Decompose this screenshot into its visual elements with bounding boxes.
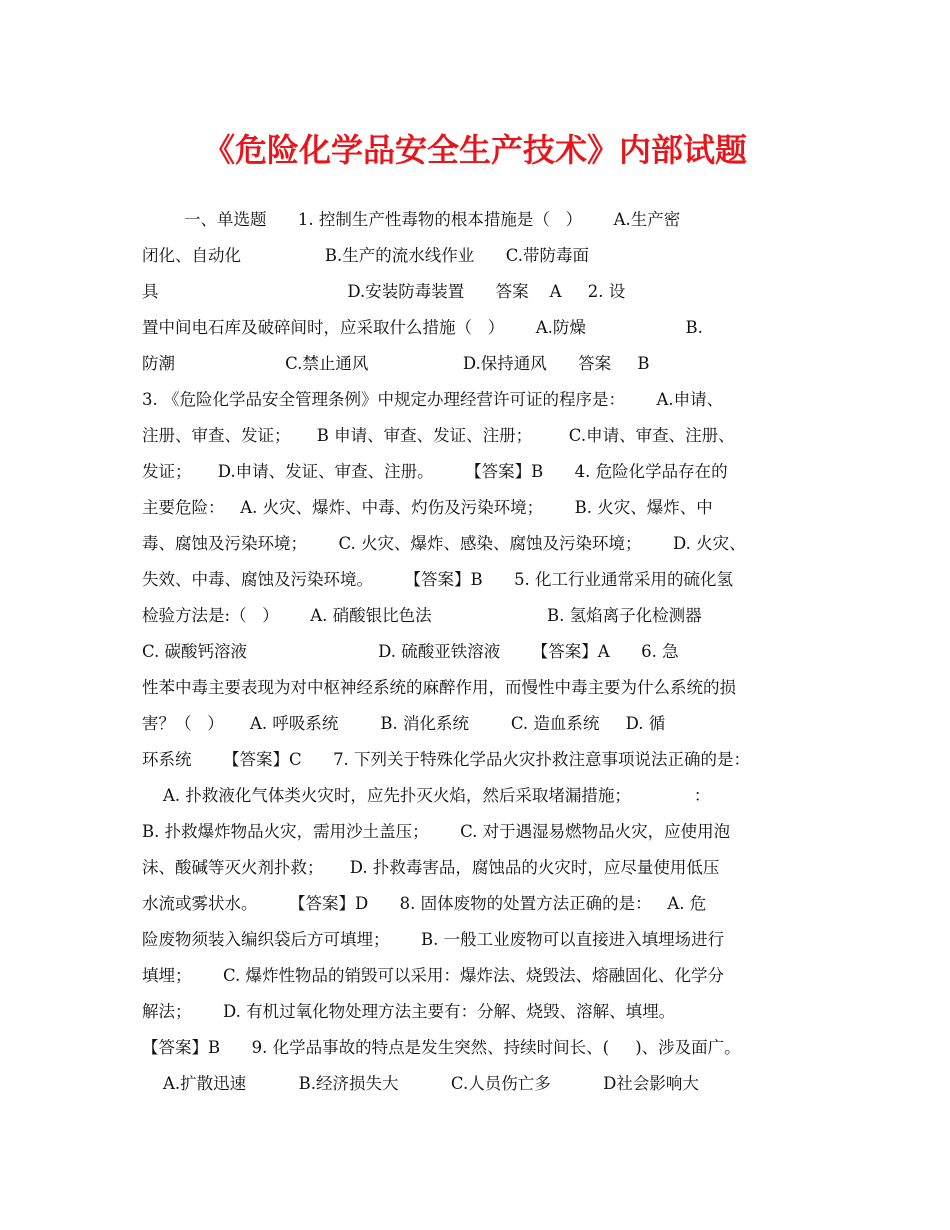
text-line-7: 注册、审查、发证； B 申请、审查、发证、注册； C.申请、审查、注册、 [142,426,735,445]
text-line-23: 解法； D. 有机过氧化物处理方法主要有：分解、烧毁、溶解、填埋。 [142,1002,676,1021]
text-line-25: A.扩散迅速 B.经济损失大 C.人员伤亡多 D社会影响大 [142,1074,699,1093]
text-line-9: 主要危险： A. 火灾、爆炸、中毒、灼伤及污染环境； B. 火灾、爆炸、中 [142,498,713,517]
text-line-15: 害？（ ） A. 呼吸系统 B. 消化系统 C. 造血系统 D. 循 [142,714,666,733]
text-line-21: 险废物须装入编织袋后方可填埋； B. 一般工业废物可以直接进入填埋场进行 [142,930,725,949]
text-line-6: 3. 《危险化学品安全管理条例》中规定办理经营许可证的程序是： A.申请、 [142,390,724,409]
text-line-1: 一、单选题 1. 控制生产性毒物的根本措施是（ ） A.生产密 [142,210,681,229]
text-line-10: 毒、腐蚀及污染环境； C. 火灾、爆炸、感染、腐蚀及污染环境； D. 火灾、 [142,534,746,553]
text-line-5: 防潮 C.禁止通风 D.保持通风 答案 B [142,354,650,373]
text-line-24: 【答案】B 9. 化学品事故的特点是发生突然、持续时间长、( )、涉及面广。 [142,1038,741,1057]
text-line-12: 检验方法是:（ ） A. 硝酸银比色法 B. 氢焰离子化检测器 [142,606,702,625]
text-line-14: 性苯中毒主要表现为对中枢神经系统的麻醉作用，而慢性中毒主要为什么系统的损 [142,678,736,697]
text-line-11: 失效、中毒、腐蚀及污染环境。 【答案】B 5. 化工行业通常采用的硫化氢 [142,570,734,589]
text-line-17: A. 扑救液化气体类火灾时，应先扑灭火焰，然后采取堵漏措施； ： [142,786,711,805]
text-line-8: 发证； D.申请、发证、审查、注册。 【答案】B 4. 危险化学品存在的 [142,462,728,481]
text-line-18: B. 扑救爆炸物品火灾，需用沙土盖压； C. 对于遇湿易燃物品火灾，应使用泡 [142,822,731,841]
text-line-3: 具 D.安装防毒装置 答案 A 2. 设 [142,282,626,301]
text-line-16: 环系统 【答案】C 7. 下列关于特殊化学品火灾扑救注意事项说法正确的是： [142,750,751,769]
text-line-20: 水流或雾状水。 【答案】D 8. 固体废物的处置方法正确的是： A. 危 [142,894,707,913]
text-line-4: 置中间电石库及破碎间时，应采取什么措施（ ） A.防燥 B. [142,318,703,337]
text-line-19: 沫、酸碱等灭火剂扑救； D. 扑救毒害品，腐蚀品的火灾时，应尽量使用低压 [142,858,720,877]
text-line-13: C. 碳酸钙溶液 D. 硫酸亚铁溶液 【答案】A 6. 急 [142,642,679,661]
text-line-22: 填埋； C. 爆炸性物品的销毁可以采用：爆炸法、烧毁法、熔融固化、化学分 [142,966,724,985]
document-title: 《危险化学品安全生产技术》内部试题 [202,131,747,169]
text-line-2: 闭化、自动化 B.生产的流水线作业 C.带防毒面 [142,246,590,265]
